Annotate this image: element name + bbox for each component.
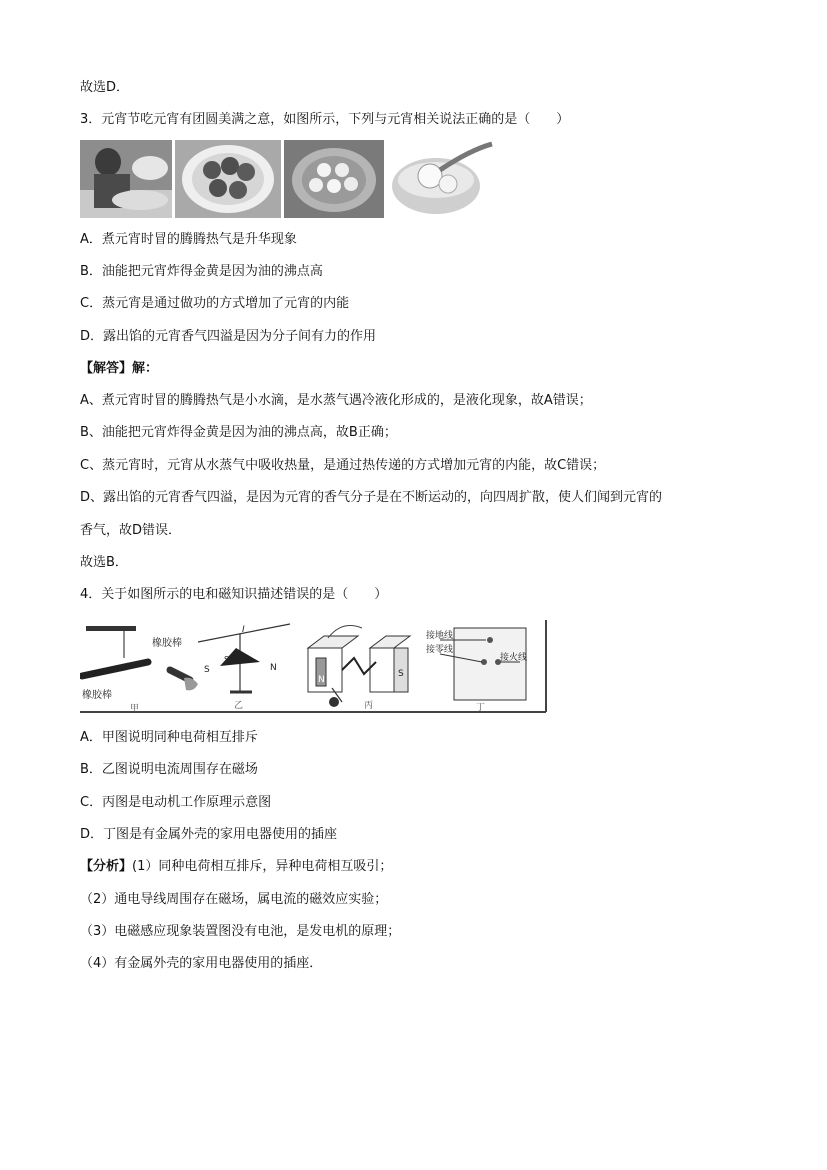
q4-analysis-heading: 【分析】	[80, 859, 133, 874]
q4-analysis-point-2: （2）通电导线周围存在磁场，属电流的磁效应实验；	[80, 892, 388, 907]
label-n-right: N	[270, 663, 277, 673]
q3-option-b: B．油能把元宵炸得金黄是因为油的沸点高	[80, 264, 323, 279]
label-s-left: S	[204, 665, 210, 675]
q3-option-a: A．煮元宵时冒的腾腾热气是升华现象	[80, 232, 297, 247]
q3-answer-b: B、油能把元宵炸得金黄是因为油的沸点高，故B正确；	[80, 425, 397, 440]
panel-ding	[426, 628, 527, 713]
q3-photos	[80, 140, 494, 218]
q3-stem: 3．元宵节吃元宵有团圆美满之意，如图所示，下列与元宵相关说法正确的是（ ）	[80, 112, 570, 127]
label-bing: 丙	[364, 701, 374, 711]
label-rubber-rod-top: 橡胶棒	[152, 638, 182, 649]
q4-analysis-point-1: (1）同种电荷相互排斥，异种电荷相互吸引；	[132, 859, 393, 874]
label-jia: 甲	[130, 704, 140, 714]
q3-answer-d: D、露出馅的元宵香气四溢，是因为元宵的香气分子是在不断运动的，向四周扩散，使人们闻到元宵的	[80, 490, 663, 505]
q4-option-b: B．乙图说明电流周围存在磁场	[80, 762, 258, 777]
q4-figure	[80, 618, 548, 714]
label-ground-wire: 接地线	[426, 631, 454, 641]
q4-diagram	[80, 618, 548, 714]
q3-option-d: D．露出馅的元宵香气四溢是因为分子间有力的作用	[80, 329, 377, 344]
q4-option-d: D．丁图是有金属外壳的家用电器使用的插座	[80, 827, 338, 842]
panel-jia	[82, 626, 198, 714]
panel-bing	[308, 626, 410, 711]
q4-option-c: C．丙图是电动机工作原理示意图	[80, 795, 272, 810]
label-neutral-wire: 接零线	[426, 645, 454, 655]
q2-conclusion: 故选D．	[80, 80, 130, 95]
q4-analysis-point-4: （4）有金属外壳的家用电器使用的插座．	[80, 956, 323, 971]
q3-answer-a: A、煮元宵时冒的腾腾热气是小水滴，是水蒸气遇冷液化形成的，是液化现象，故A错误；	[80, 393, 592, 408]
photo-fried-yuanxiao	[175, 140, 281, 218]
label-rubber-rod-bottom: 橡胶棒	[82, 690, 112, 701]
label-magnet-s: S	[398, 669, 404, 679]
label-live-wire: 接火线	[500, 653, 528, 663]
label-ding: 丁	[476, 703, 486, 713]
q4-stem: 4．关于如图所示的电和磁知识描述错误的是（ ）	[80, 587, 388, 602]
panel-yi	[198, 624, 290, 711]
photo-cooking	[80, 140, 172, 218]
q4-option-a: A．甲图说明同种电荷相互排斥	[80, 730, 258, 745]
label-current: I	[242, 625, 245, 635]
label-yi: 乙	[234, 701, 244, 711]
q3-photo-strip	[80, 140, 494, 218]
q3-answer-c: C、蒸元宵时，元宵从水蒸气中吸收热量，是通过热传递的方式增加元宵的内能，故C错误；	[80, 458, 606, 473]
label-magnet-n: N	[318, 675, 325, 685]
q4-analysis-point-3: （3）电磁感应现象装置图没有电池，是发电机的原理；	[80, 924, 401, 939]
photo-steamed-yuanxiao	[284, 140, 384, 218]
q3-option-c: C．蒸元宵是通过做功的方式增加了元宵的内能	[80, 296, 350, 311]
q3-answer-d-continued: 香气，故D错误．	[80, 523, 182, 538]
q3-answer-heading: 【解答】解：	[80, 361, 159, 376]
photo-yuanxiao-bowl	[387, 140, 494, 218]
q3-conclusion: 故选B．	[80, 555, 128, 570]
q4-analysis-line-1	[80, 859, 392, 875]
label-s-needle: S	[224, 655, 230, 664]
